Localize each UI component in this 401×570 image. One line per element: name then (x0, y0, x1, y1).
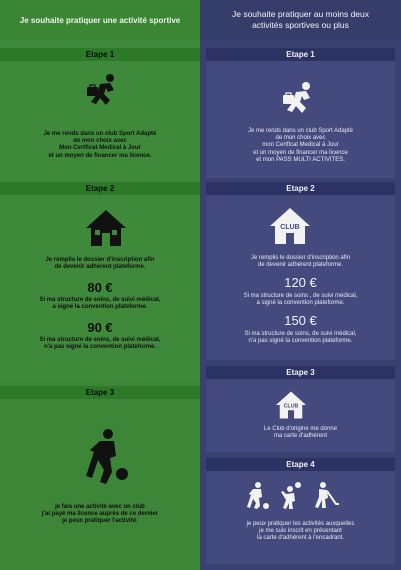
volleyball-player-icon (278, 482, 304, 510)
left-step3-text: je fais une activité avec un club j'ai payé ma licence auprès de ce dernier je peux pratiquer l'activité. (41, 504, 159, 525)
right-step1-text: Je me rends dans un club Sport Adapté de mon choix avec mon Certficat Medical à Jour et un moyen de financer ma licence et mon PASS MULTI ACTIVITES. (247, 128, 354, 163)
club-house-icon (268, 206, 312, 246)
right-cond-a: Si ma structure de soins , de suivi médical, a signé la convention plateforme. (243, 293, 358, 307)
club-house-icon (274, 390, 308, 420)
right-step1-label: Etape 1 (206, 48, 395, 61)
club-sign: CLUB (280, 224, 300, 231)
left-step3-label: Etape 3 (0, 386, 200, 399)
left-header: Je souhaite pratiquer une activité sportive (0, 0, 200, 40)
left-column (0, 0, 200, 570)
left-step1-label: Etape 1 (0, 48, 200, 61)
left-price-80: 80 € (87, 280, 113, 295)
left-step2-label: Etape 2 (0, 182, 200, 195)
left-price-90: 90 € (87, 320, 113, 335)
right-cond-b: Si ma structure de soins, de suivi médical, n'a pas signé la convention plateforme. (244, 331, 357, 345)
right-step2-text: Je remplis le dossier d'inscription afin de devenir adhérent plateforme. (250, 255, 351, 269)
right-step4-label: Etape 4 (206, 458, 395, 471)
club-sign: CLUB (283, 403, 299, 410)
soccer-player-icon (82, 428, 132, 486)
left-cond-a: Si ma structure de soins, de suivi médical, a signé la convention plateforme. (39, 297, 161, 311)
soccer-player-icon (244, 482, 270, 510)
right-step4-panel (206, 458, 395, 564)
runner-briefcase-icon (86, 72, 122, 108)
left-cond-b: Si ma structure de soins, de suivi médical, n'a pas signé la convention plateforme. (39, 337, 161, 351)
right-step4-text: je peux pratiquer les activités auxquelles je me suis inscrit en présentant la carte d'adhérent à l'encadrant. (246, 521, 355, 542)
right-price-150: 150 € (284, 313, 317, 328)
runner-briefcase-icon (282, 80, 318, 116)
left-step1-text: Je me rends dans un club Sport Adapté de mon choix avec Mon Certficat Medical à Jour et un moyen de financer ma licence. (43, 131, 157, 159)
hockey-player-icon (312, 482, 340, 510)
right-header: Je souhaite pratiquer au moins deux activités sportives ou plus (200, 0, 401, 40)
right-column (200, 0, 401, 570)
right-step3-text: Le Club d'origine me donne ma carte d'adhérent (263, 426, 338, 440)
house-icon (84, 208, 128, 248)
right-step2-label: Etape 2 (206, 182, 395, 195)
right-step3-label: Etape 3 (206, 366, 395, 379)
left-step2-text: Je remplis le dossier d'inscription afin de devenir adhérent plateforme. (45, 257, 155, 271)
right-price-120: 120 € (284, 275, 317, 290)
